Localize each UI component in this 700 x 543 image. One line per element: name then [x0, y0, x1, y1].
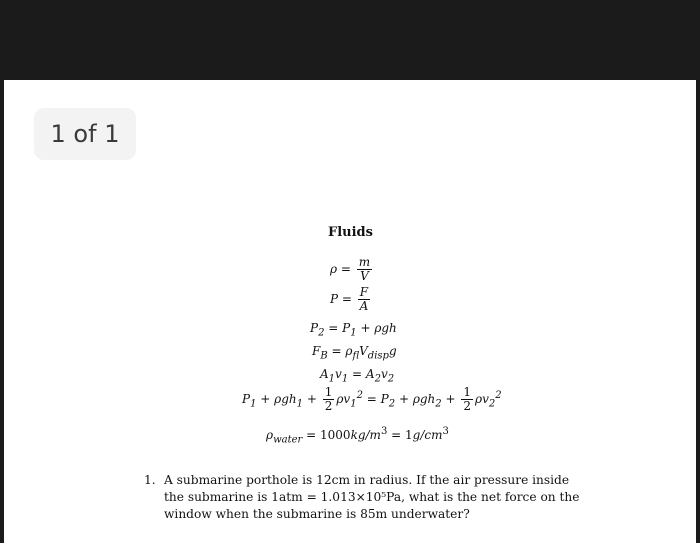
section-title: Fluids: [328, 225, 373, 240]
problem-text: A submarine porthole is 12cm in radius. If the air pressure inside the submarine is 1atm = 1.013×10⁵Pa, what is the net force on the window when the submarine is 85m underwater?: [164, 473, 580, 521]
page-indicator: 1 of 1: [34, 108, 136, 160]
equation-buoyancy: $F_B = \rho_{fl}V_{disp}g$: [312, 344, 397, 362]
problem-1: [144, 472, 584, 523]
problem-number: 1.: [144, 473, 156, 487]
equation-hydrostatic: $P_2 = P_1 + \rho gh$: [310, 321, 397, 339]
equation-density: ρ = $\frac{m}{V}$: [330, 255, 371, 283]
document-content: [4, 80, 696, 543]
equation-pressure: P = $\frac{F}{A}$: [330, 285, 369, 313]
viewer-top-bar: [0, 0, 700, 80]
equation-bernoulli: $P_1 + \rho gh_1$ + $\frac{1}{2}$ $\rho v_1^2 = P_2 + \rho gh_2$ + $\frac{1}{2}$ $\rho v_2^2$: [242, 385, 502, 413]
equation-continuity: $A_1v_1 = A_2v_2$: [320, 367, 395, 385]
equation-water-density: $\rho_{water} = 1000kg/m^3 = 1g/cm^3$: [266, 426, 449, 446]
document-page: [4, 80, 696, 543]
